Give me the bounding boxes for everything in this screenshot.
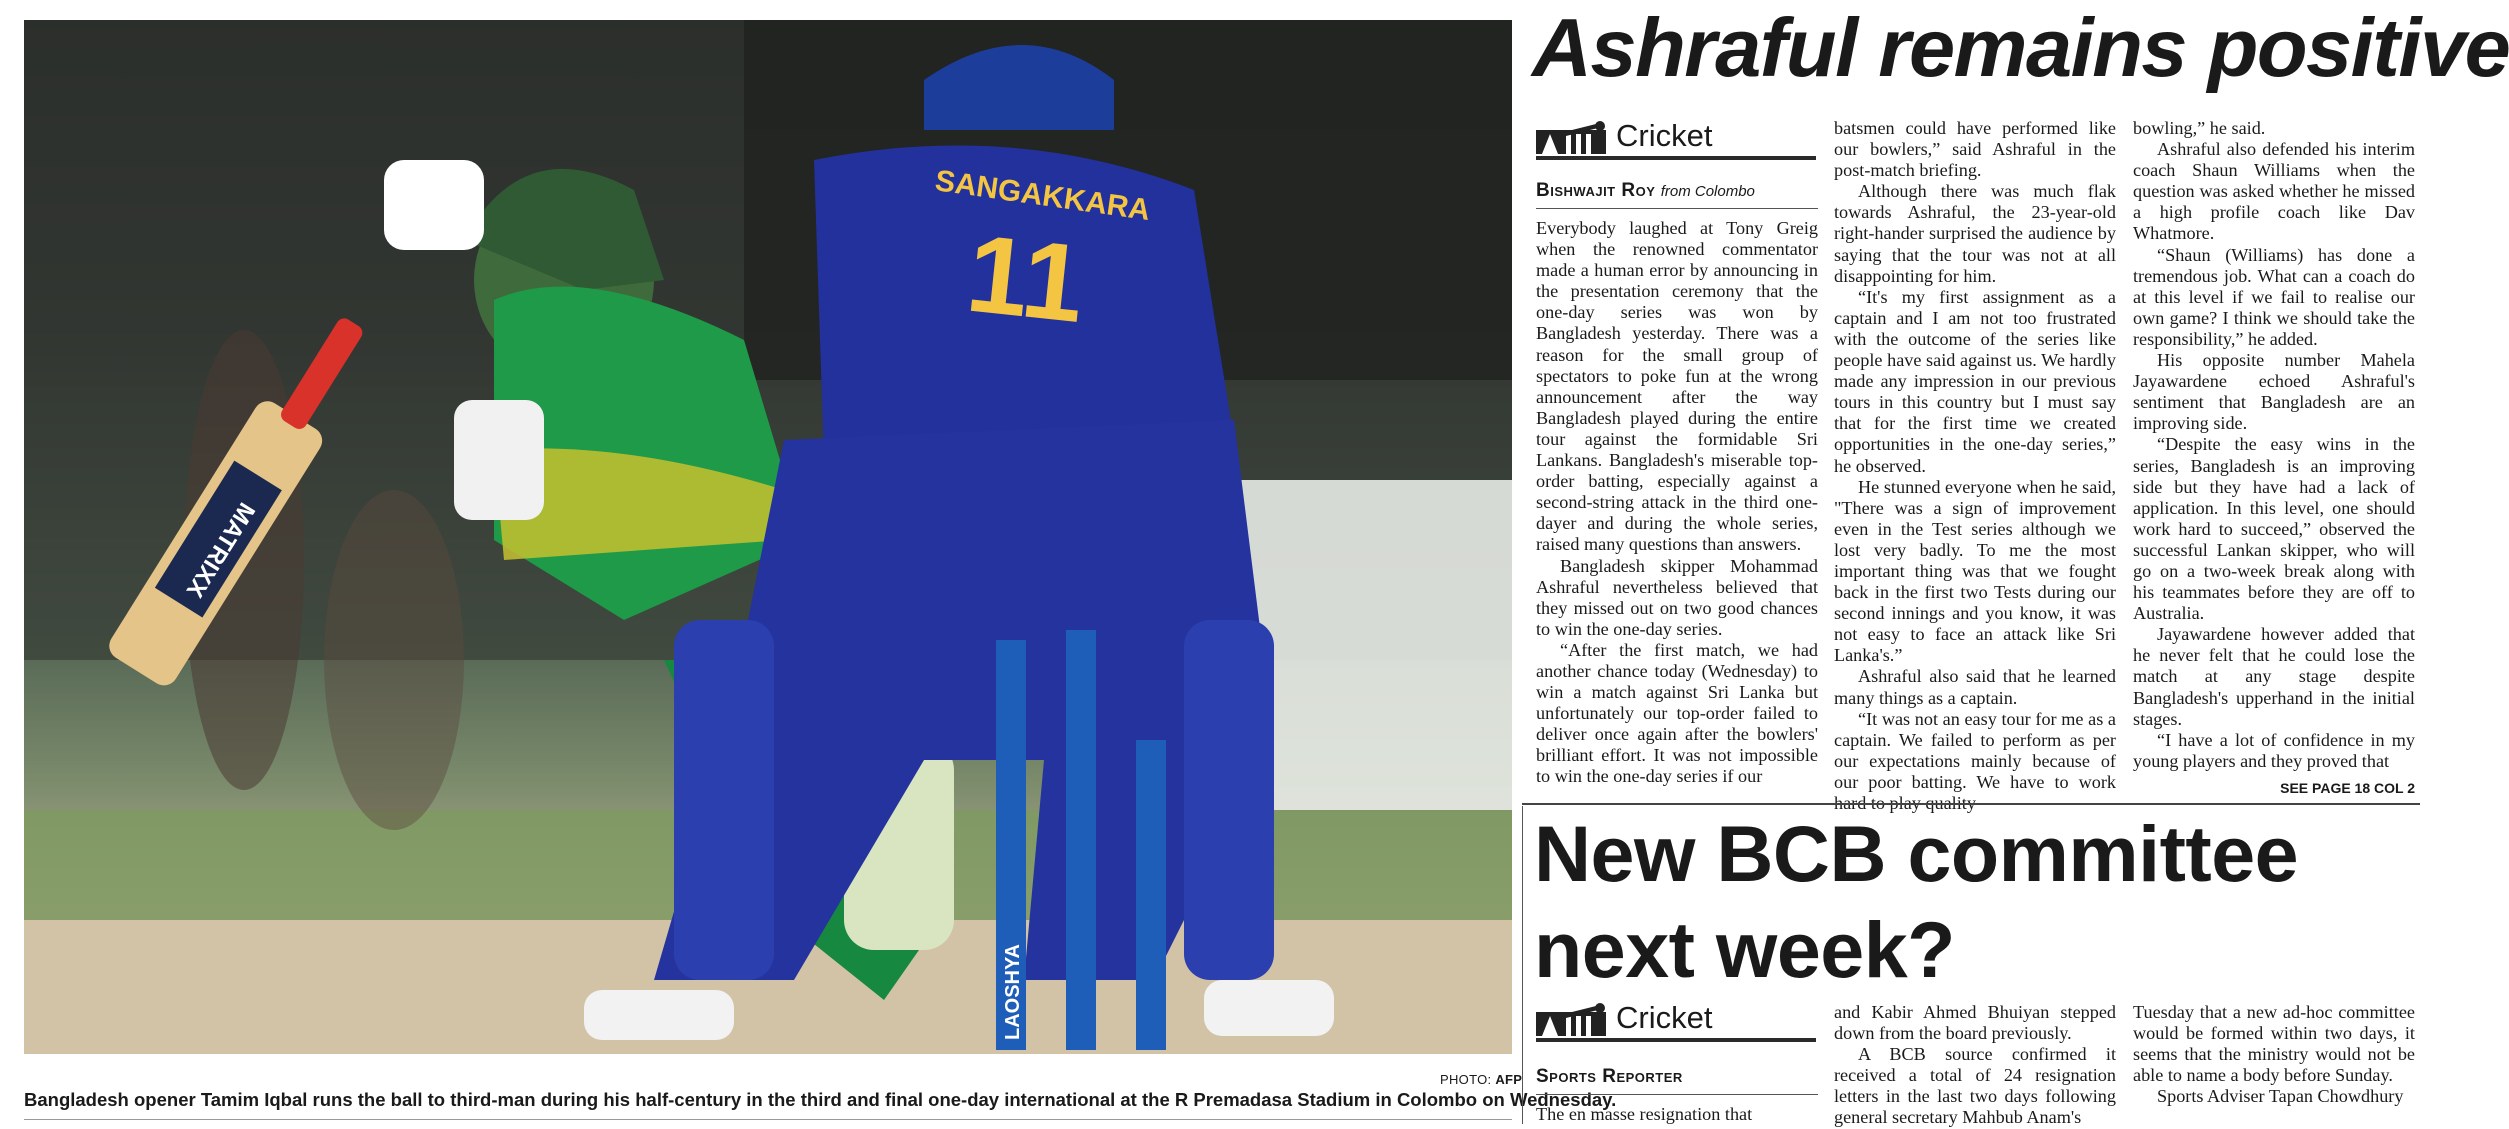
paragraph: bowling,” he said. <box>2133 118 2266 138</box>
section-label-cricket-2: Cricket <box>1536 994 1816 1038</box>
paragraph: “Despite the easy wins in the series, Bangladesh is an improving side but they have had a lack of application. In this level, one should work hard to succeed,” observed the successful Lankan skipper, who will go on a two-week break along with his teammates before they are off to Australia. <box>2133 434 2415 624</box>
paragraph: Bangladesh skipper Mohammad Ashraful nevertheless believed that they missed out on two good chances to win the one-day series. <box>1536 555 1818 639</box>
paragraph: “It's my first assignment as a captain and I am not too frustrated with the outcome of the series like people have said against us. We hardly made any impression in our previous tours in this country but I must say that for the first time we created opportunities in the one-day series,” he observed. <box>1834 286 2116 476</box>
paragraph: “After the first match, we had another chance today (Wednesday) to win a match against Sri Lanka but unfortunately our top-order failed to deliver once again after the bowlers' brilliant effort. It was not impossible to win the one-day series if our <box>1536 639 1818 787</box>
paragraph: Everybody laughed at Tony Greig when the renowned commentator made a human error by announcing in the presentation ceremony that the one-day series was won by Bangladesh yesterday. There was a reason for the small group of spectators to poke fun at the wrong announcement after the way Bangladesh played during the entire tour against the formidable Sri Lankans. Bangladesh's miserable top-order batting, especially against a second-string attack in the third one-dayer and during the whole series, raised many questions than answers. <box>1536 218 1818 555</box>
column-divider <box>1522 806 1523 1124</box>
paragraph: batsmen could have performed like our bowlers,” said Ashraful in the post-match briefing. <box>1834 118 2116 181</box>
paragraph: A BCB source confirmed it received a total of 24 resignation letters in the last two days following general secretary Mahbub Anam's <box>1834 1044 2116 1128</box>
byline-sports-reporter: Sports Reporter <box>1536 1066 1818 1095</box>
bottom-divider <box>24 1119 1512 1120</box>
cricket-icon <box>1536 1002 1608 1038</box>
continued-jump-line: SEE PAGE 18 COL 2 <box>2280 779 2415 796</box>
headline-ashraful: Ashraful remains positive <box>1532 1 2509 94</box>
news-photo <box>24 20 1512 1054</box>
photo-credit: PHOTO: AFP <box>1440 1072 1523 1087</box>
byline: Bishwajit Roy from Colombo <box>1536 180 1818 209</box>
story1-column-1 <box>1536 218 1818 788</box>
paragraph: “Shaun (Williams) has done a tremendous job. What can a coach do at this level if we fail to realise our own game? I think we should take the responsibility,” he added. <box>2133 244 2415 349</box>
paragraph: His opposite number Mahela Jayawardene echoed Ashraful's sentiment that Bangladesh are an improving side. <box>2133 350 2415 434</box>
paragraph: He stunned everyone when he said, "There was a sign of improvement even in the Test series although we lost very badly. To me the most important thing was that we fought back in the first two Tests during our second innings and you know, it was not easy to face an attack like Sri Lanka's.” <box>1834 476 2116 666</box>
paragraph: “It was not an easy tour for me as a captain. We failed to perform as per our expectations mainly because of our poor batting. We have to work hard to play quality <box>1834 708 2116 813</box>
paragraph: Sports Adviser Tapan Chowdhury <box>2157 1086 2404 1107</box>
keeper-name-text: SANGAKKARA <box>933 164 1153 228</box>
story-divider <box>1522 803 2420 805</box>
paragraph: “I have a lot of confidence in my young players and they proved that <box>2133 729 2415 771</box>
story2-column-2 <box>1834 1002 2116 1128</box>
paragraph: The en masse resignation that <box>1536 1104 1753 1124</box>
photo-caption: Bangladesh opener Tamim Iqbal runs the ball to third-man during his half-century in the third and final one-day international at the R Premadasa Stadium in Colombo on Wednesday. <box>24 1089 1617 1110</box>
story2-column-1 <box>1536 1104 1818 1124</box>
story1-column-2 <box>1834 118 2116 813</box>
keeper-number-text: 11 <box>961 211 1091 347</box>
paragraph: Although there was much flak towards Ashraful, the 23-year-old right-hander surprised the audience by saying that the tour was not at all disappointing for him. <box>1834 181 2116 286</box>
story1-column-3 <box>2133 118 2415 796</box>
stump-sponsor-text: LAOSHYA <box>1002 944 1024 1040</box>
story2-column-3 <box>2133 1002 2415 1124</box>
section-label-cricket: Cricket <box>1536 112 1816 156</box>
bat-brand-text: MATRIXX <box>180 497 261 603</box>
paragraph: and Kabir Ahmed Bhuiyan stepped down from the board previously. <box>1834 1002 2116 1044</box>
headline-bcb-committee: New BCB committee next week? <box>1534 809 2299 995</box>
paragraph: Ashraful also defended his interim coach Shaun Williams when the question was asked whether he missed a high profile coach like Dav Whatmore. <box>2133 139 2415 244</box>
paragraph: Ashraful also said that he learned many things as a captain. <box>1834 666 2116 708</box>
paragraph: Tuesday that a new ad-hoc committee would be formed within two days, it seems that the ministry would not be able to name a body before Sunday. <box>2133 1002 2415 1086</box>
paragraph: Jayawardene however added that he never felt that he could lose the match at any stage despite Bangladesh's upperhand in the initial stages. <box>2133 624 2415 729</box>
cricket-icon <box>1536 120 1608 156</box>
